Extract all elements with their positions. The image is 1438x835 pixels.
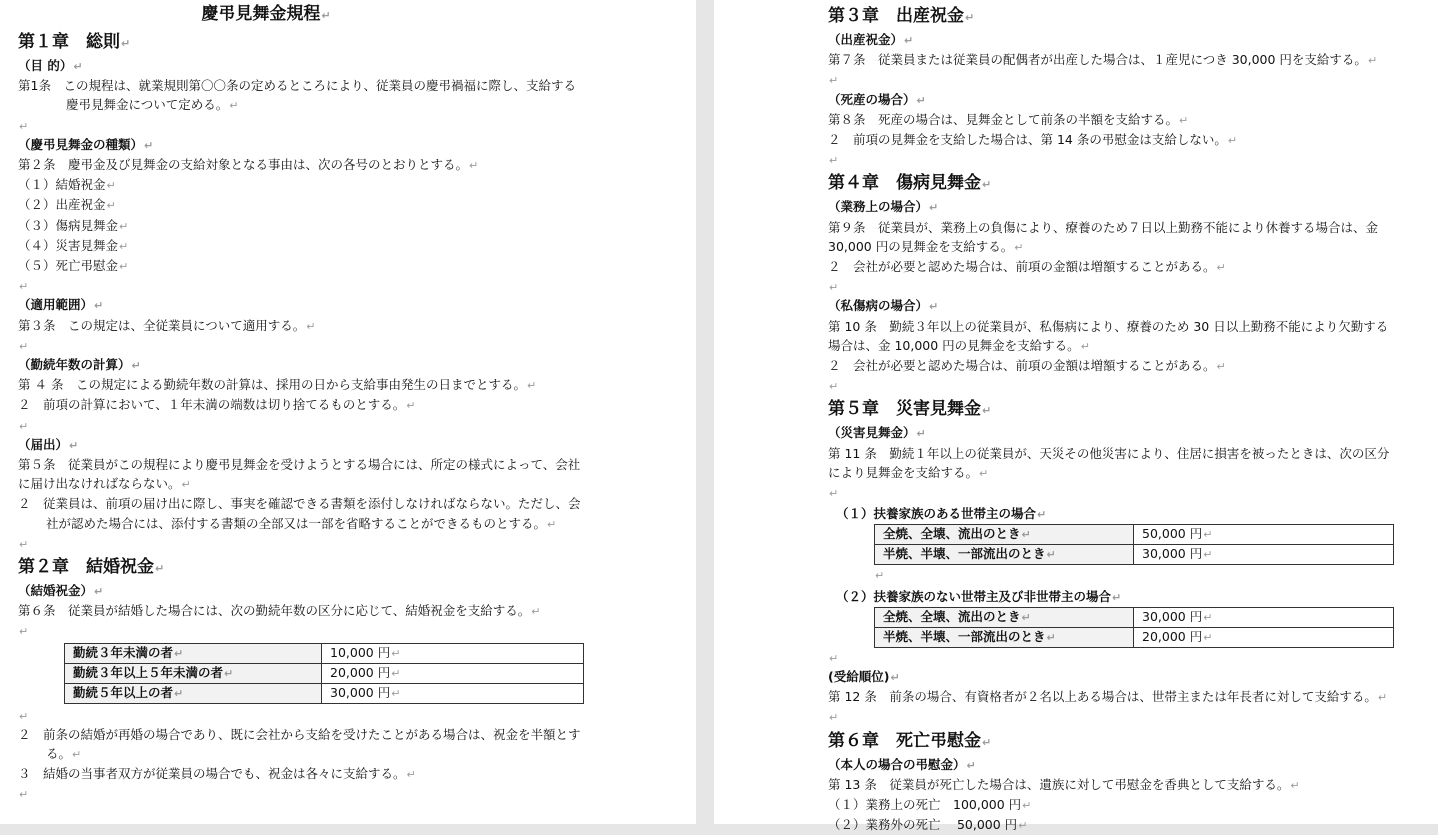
list-item[interactable]: （２）業務外の死亡 50,000 円↵ bbox=[828, 817, 1028, 833]
article-8-paragraph-2[interactable]: ２ 前項の見舞金を支給した場合は、第 14 条の弔慰金は支給しない。↵ bbox=[828, 132, 1238, 147]
article-1-text[interactable]: 第1条 この規程は、就業規則第〇〇条の定めるところにより、従業員の慶弔禍福に際し、支給する慶弔見舞金について定める。↵ bbox=[18, 78, 576, 113]
blank-paragraph[interactable]: ↵ bbox=[829, 380, 839, 394]
article-9-heading[interactable]: （業務上の場合）↵ bbox=[828, 199, 939, 215]
table-row bbox=[875, 525, 1394, 545]
list-item[interactable]: （３）傷病見舞金↵ bbox=[18, 217, 129, 233]
disaster-table-2 bbox=[874, 607, 1394, 648]
article-2-heading[interactable]: （慶弔見舞金の種類）↵ bbox=[18, 136, 154, 152]
disaster-subheading-2[interactable]: （２）扶養家族のない世帯主及び非世帯主の場合↵ bbox=[836, 588, 1122, 604]
table-row bbox=[65, 663, 584, 683]
article-2-text[interactable]: 第２条 慶弔金及び見舞金の支給対象となる事由は、次の各号のとおりとする。↵ bbox=[18, 157, 479, 172]
article-13-heading[interactable]: （本人の場合の弔慰金）↵ bbox=[828, 756, 976, 772]
blank-paragraph[interactable]: ↵ bbox=[19, 119, 29, 133]
blank-paragraph[interactable]: ↵ bbox=[19, 339, 29, 353]
article-5-text[interactable]: 第５条 従業員がこの規程により慶弔見舞金を受けようとする場合には、所定の様式によって、会社に届け出なければならない。↵ bbox=[18, 457, 581, 492]
article-10-paragraph-2[interactable]: ２ 会社が必要と認めた場合は、前項の金額は増額することがある。↵ bbox=[828, 358, 1226, 373]
blank-paragraph[interactable]: ↵ bbox=[19, 419, 29, 433]
blank-paragraph[interactable]: ↵ bbox=[19, 709, 29, 723]
article-5-paragraph-2[interactable]: ２ 従業員は、前項の届け出に際し、事実を確認できる書類を添付しなければならない。ただし、会社が認めた場合には、添付する書類の全部又は一部を省略することができるものとする。↵ bbox=[18, 496, 581, 531]
document-title[interactable]: 慶弔見舞金規程↵ bbox=[201, 4, 331, 24]
article-11-heading[interactable]: （災害見舞金）↵ bbox=[828, 425, 926, 441]
article-3-text[interactable]: 第３条 この規定は、全従業員について適用する。↵ bbox=[18, 317, 316, 333]
disaster-subheading-1[interactable]: （１）扶養家族のある世帯主の場合↵ bbox=[836, 506, 1047, 522]
blank-paragraph[interactable]: ↵ bbox=[829, 487, 839, 500]
page-content bbox=[828, 4, 1398, 835]
chapter-3-title[interactable]: 第３章 出産祝金↵ bbox=[828, 6, 975, 26]
table-cell-amount[interactable]: 30,000 円↵ bbox=[1134, 607, 1394, 627]
table-row bbox=[875, 607, 1394, 627]
marriage-allowance-table bbox=[64, 643, 584, 704]
article-6-heading[interactable]: （結婚祝金）↵ bbox=[18, 583, 104, 598]
table-row bbox=[65, 643, 584, 663]
table-cell-amount[interactable]: 30,000 円↵ bbox=[322, 683, 584, 703]
table-cell-label[interactable]: 勤続３年未満の者↵ bbox=[65, 643, 322, 663]
table-cell-label[interactable]: 半焼、半壊、一部流出のとき↵ bbox=[875, 627, 1134, 647]
blank-paragraph[interactable]: ↵ bbox=[19, 537, 29, 551]
blank-paragraph[interactable]: ↵ bbox=[829, 281, 839, 295]
chapter-1-title[interactable]: 第１章 総則↵ bbox=[18, 32, 131, 52]
document-page-right bbox=[714, 0, 1438, 833]
table-row bbox=[65, 683, 584, 703]
blank-paragraph[interactable]: ↵ bbox=[19, 280, 29, 294]
table-cell-amount[interactable]: 10,000 円↵ bbox=[322, 643, 584, 663]
list-item[interactable]: （２）出産祝金↵ bbox=[18, 197, 116, 213]
list-item[interactable]: （１）結婚祝金↵ bbox=[18, 177, 116, 193]
article-6-paragraph-3[interactable]: ３ 結婚の当事者双方が従業員の場合でも、祝金は各々に支給する。↵ bbox=[18, 766, 416, 782]
disaster-table-1-wrap bbox=[874, 524, 1394, 565]
article-12-heading[interactable]: (受給順位)↵ bbox=[828, 668, 900, 684]
page-content bbox=[18, 2, 584, 804]
article-4-paragraph-2[interactable]: ２ 前項の計算において、１年未満の端数は切り捨てるものとする。↵ bbox=[18, 397, 416, 413]
article-8-text[interactable]: 第８条 死産の場合は、見舞金として前条の半額を支給する。↵ bbox=[828, 111, 1189, 127]
blank-paragraph[interactable]: ↵ bbox=[829, 651, 839, 665]
table-cell-label[interactable]: 全焼、全壊、流出のとき↵ bbox=[875, 525, 1134, 545]
article-9-text[interactable]: 第９条 従業員が、業務上の負傷により、療養のため７日以上勤務不能により休養する場合は、金 30,000 円の見舞金を支給する。↵ bbox=[828, 219, 1379, 254]
chapter-6-title[interactable]: 第６章 死亡弔慰金↵ bbox=[828, 730, 992, 751]
disaster-table-2-wrap bbox=[874, 607, 1394, 648]
chapter-5-title[interactable]: 第５章 災害見舞金↵ bbox=[828, 399, 992, 420]
article-7-heading[interactable]: （出産祝金）↵ bbox=[828, 32, 914, 47]
table-cell-amount[interactable]: 30,000 円↵ bbox=[1134, 545, 1394, 565]
article-10-heading[interactable]: （私傷病の場合）↵ bbox=[828, 298, 939, 314]
list-item[interactable]: （５）死亡弔慰金↵ bbox=[18, 258, 129, 274]
blank-paragraph[interactable]: ↵ bbox=[19, 788, 29, 802]
article-13-text[interactable]: 第 13 条 従業員が死亡した場合は、遺族に対して弔慰金を香典として支給する。↵ bbox=[828, 776, 1300, 792]
blank-paragraph[interactable]: ↵ bbox=[875, 569, 885, 583]
table-cell-amount[interactable]: 50,000 円↵ bbox=[1134, 525, 1394, 545]
table-row bbox=[875, 627, 1394, 647]
article-11-text[interactable]: 第 11 条 勤続１年以上の従業員が、天災その他災害により、住居に損害を被ったときは、次の区分により見舞金を支給する。↵ bbox=[828, 445, 1390, 480]
article-9-paragraph-2[interactable]: ２ 会社が必要と認めた場合は、前項の金額は増額することがある。↵ bbox=[828, 259, 1226, 274]
list-item[interactable]: （１）業務上の死亡 100,000 円↵ bbox=[828, 796, 1032, 812]
article-10-text[interactable]: 第 10 条 勤続３年以上の従業員が、私傷病により、療養のため 30 日以上勤務不能により欠勤する場合は、金 10,000 円の見舞金を支給する。↵ bbox=[828, 318, 1389, 353]
article-3-heading[interactable]: （適用範囲）↵ bbox=[18, 297, 104, 313]
table-cell-label[interactable]: 勤続５年以上の者↵ bbox=[65, 683, 322, 703]
chapter-2-title[interactable]: 第２章 結婚祝金↵ bbox=[18, 557, 165, 577]
document-page-left bbox=[0, 0, 696, 824]
table-row bbox=[875, 545, 1394, 565]
chapter-4-title[interactable]: 第４章 傷病見舞金↵ bbox=[828, 173, 992, 194]
marriage-allowance-table-wrap bbox=[64, 643, 584, 704]
article-6-paragraph-2[interactable]: ２ 前条の結婚が再婚の場合であり、既に会社から支給を受けたことがある場合は、祝金を半額とする。↵ bbox=[18, 726, 581, 761]
blank-paragraph[interactable]: ↵ bbox=[829, 154, 839, 168]
article-7-text[interactable]: 第７条 従業員または従業員の配偶者が出産した場合は、１産児につき 30,000 円を支給する。↵ bbox=[828, 52, 1378, 68]
article-5-heading[interactable]: （届出）↵ bbox=[18, 436, 79, 452]
table-cell-amount[interactable]: 20,000 円↵ bbox=[1134, 627, 1394, 647]
blank-paragraph[interactable]: ↵ bbox=[19, 625, 29, 639]
table-cell-amount[interactable]: 20,000 円↵ bbox=[322, 663, 584, 683]
list-item[interactable]: （４）災害見舞金↵ bbox=[18, 237, 129, 253]
table-cell-label[interactable]: 勤続３年以上５年未満の者↵ bbox=[65, 663, 322, 683]
blank-paragraph[interactable]: ↵ bbox=[829, 74, 839, 88]
disaster-table-1 bbox=[874, 524, 1394, 565]
article-8-heading[interactable]: （死産の場合）↵ bbox=[828, 91, 926, 107]
table-cell-label[interactable]: 全焼、全壊、流出のとき↵ bbox=[875, 607, 1134, 627]
article-4-text[interactable]: 第 ４ 条 この規定による勤続年数の計算は、採用の日から支給事由発生の日までとする。↵ bbox=[18, 377, 537, 393]
article-12-text[interactable]: 第 12 条 前条の場合、有資格者が２名以上ある場合は、世帯主または年長者に対して支給する。↵ bbox=[828, 689, 1388, 705]
blank-paragraph[interactable]: ↵ bbox=[829, 711, 839, 725]
article-4-heading[interactable]: （勤続年数の計算）↵ bbox=[18, 357, 141, 372]
article-6-text[interactable]: 第６条 従業員が結婚した場合には、次の勤続年数の区分に応じて、結婚祝金を支給する。↵ bbox=[18, 603, 541, 619]
article-1-heading[interactable]: （目 的）↵ bbox=[18, 58, 83, 73]
table-cell-label[interactable]: 半焼、半壊、一部流出のとき↵ bbox=[875, 545, 1134, 565]
